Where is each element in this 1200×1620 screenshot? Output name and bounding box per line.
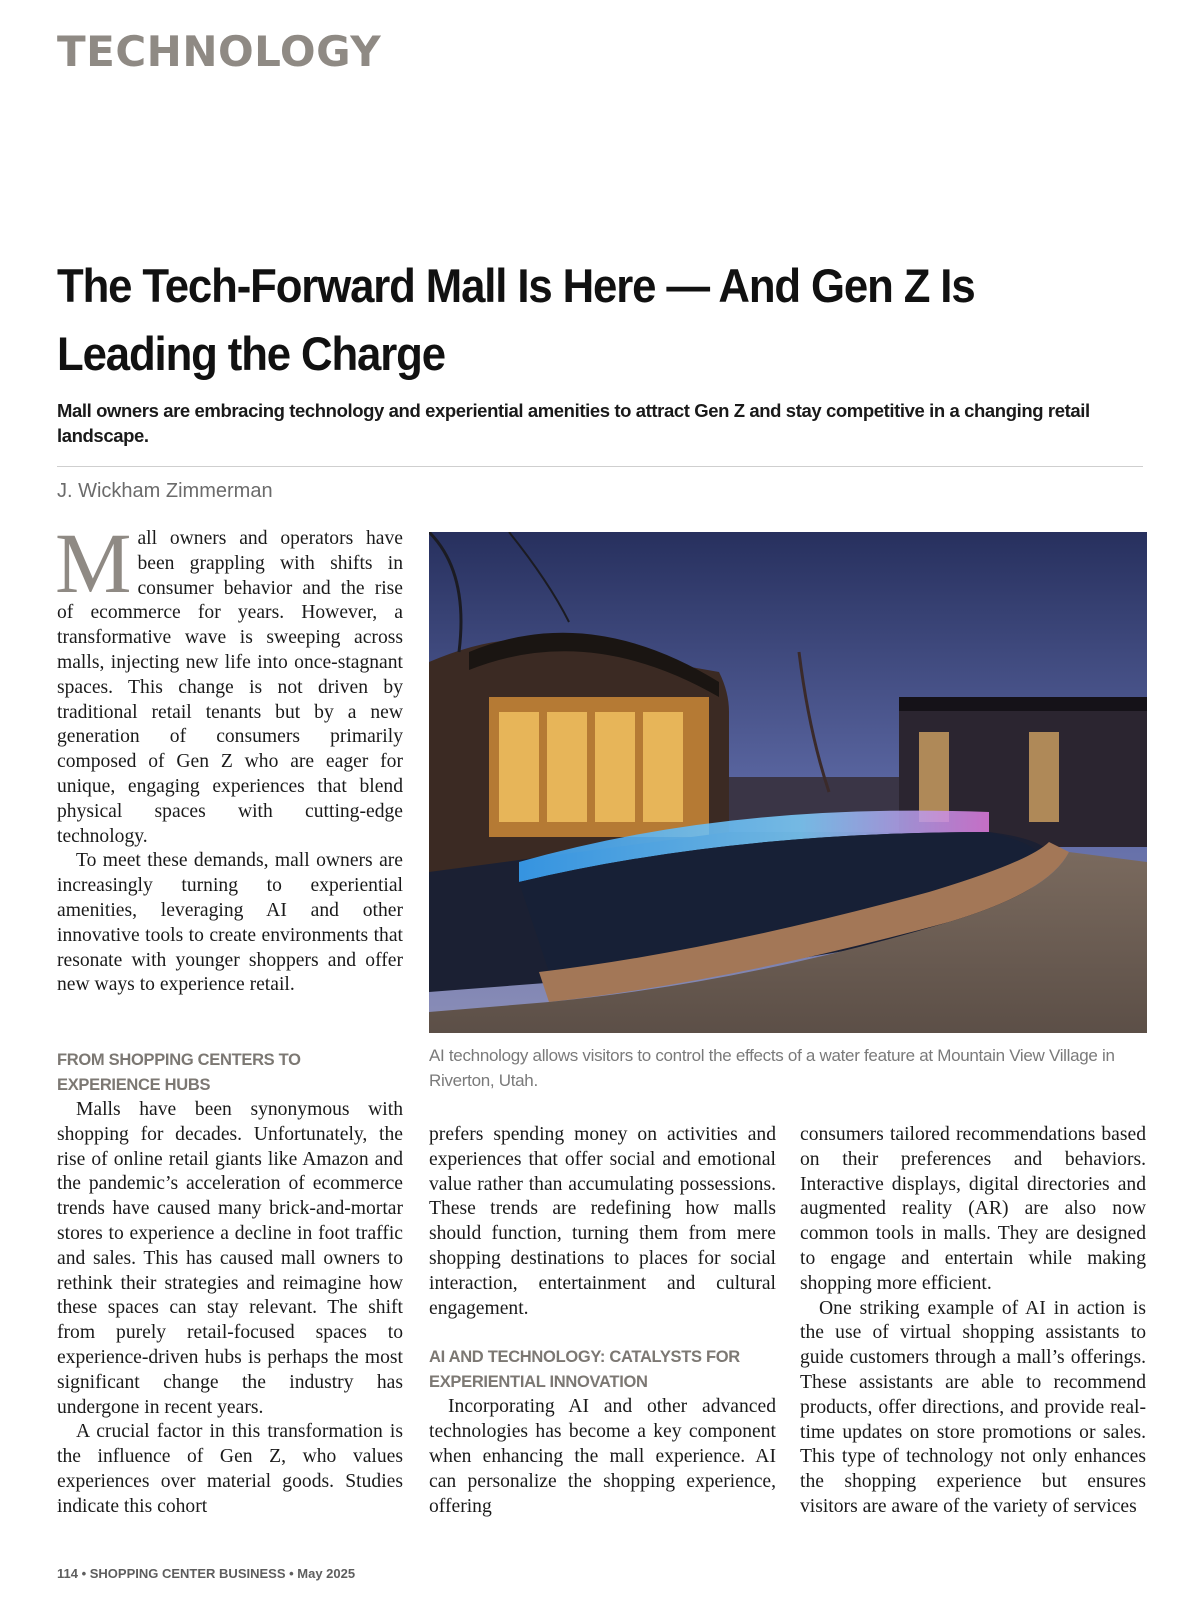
column-3 — [800, 1123, 1146, 1520]
article-deck: Mall owners are embracing technology and experiential amenities to attract Gen Z and stay competitive in a changing retail landscape. — [57, 400, 1090, 446]
section2-paragraph-1: Incorporating AI and other advanced technologies has become a key component when enhancing the mall experience. AI can personalize the shopping experience, offering — [429, 1396, 776, 1517]
section-label: TECHNOLOGY — [57, 27, 382, 76]
water-feature-image — [429, 532, 1147, 1033]
page-footer: 114 • SHOPPING CENTER BUSINESS • May 2025 — [57, 1566, 356, 1581]
column-1-lower — [57, 1098, 403, 1520]
article-photo — [429, 532, 1147, 1033]
byline: J. Wickham Zimmerman — [57, 480, 273, 502]
section2-paragraph-1-continued: consumers tailored recommendations based on their preferences and behaviors. Interactive displays, digital directories and augmented reality (AR) are also now common tools in malls. They are designed to engage and entertain while making shopping more efficient. — [800, 1124, 1146, 1294]
section-heading-experience-hubs: FROM SHOPPING CENTERS TO EXPERIENCE HUBS — [57, 1051, 301, 1094]
intro-paragraph-1: all owners and operators have been grappling with shifts in consumer behavior and the rise of ecommerce for years. However, a transformative wave is sweeping across malls, injecting new life into once-stagnant spaces. This change is not driven by traditional retail tenants but by a new generation of consumers primarily composed of Gen Z who are eager for unique, engaging experiences that blend physical spaces with cutting-edge technology. — [57, 528, 403, 847]
column-2 — [429, 1123, 776, 1519]
section1-paragraph-1: Malls have been synonymous with shopping for decades. Unfortunately, the rise of online retail giants like Amazon and the pandemic’s acceleration of ecommerce trends have caused many brick-and-mortar stores to experience a decline in foot traffic and sales. This has caused mall owners to rethink their strategies and reimagine how these spaces can stay relevant. The shift from purely retail-focused spaces to experience-driven hubs is perhaps the most significant change the industry has undergone in recent years. — [57, 1099, 403, 1418]
photo-caption: AI technology allows visitors to control the effects of a water feature at Mountain View Village in Riverton, Utah. — [429, 1046, 1115, 1090]
divider — [57, 466, 1143, 467]
section2-paragraph-2: One striking example of AI in action is the use of virtual shopping assistants to guide customers through a mall’s offerings. These assistants are able to recommend products, offer directions, and provide real-time updates on store promotions or sales. This type of technology not only enhances the shopping experience but ensures visitors are aware of the variety of services — [800, 1297, 1146, 1517]
intro-column — [55, 515, 403, 998]
drop-cap: M — [55, 515, 132, 611]
section1-paragraph-2-continued: prefers spending money on activities and experiences that offer social and emotional value rather than accumulating possessions. These trends are redefining how malls should function, turning them from mere shopping destinations to places for social interaction, entertainment and cultural engagement. — [429, 1124, 776, 1319]
section-heading-ai-technology: AI AND TECHNOLOGY: CATALYSTS FOR EXPERIENTIAL INNOVATION — [429, 1348, 740, 1392]
section1-paragraph-2: A crucial factor in this transformation is the influence of Gen Z, who values experiences over material goods. Studies indicate this cohort — [57, 1421, 403, 1517]
article-headline: The Tech-Forward Mall Is Here — And Gen Z Is Leading the Charge — [57, 259, 975, 380]
intro-paragraph-2: To meet these demands, mall owners are increasingly turning to experiential amenities, leveraging AI and other innovative tools to create environments that resonate with younger shoppers and offer new ways to experience retail. — [57, 850, 403, 996]
